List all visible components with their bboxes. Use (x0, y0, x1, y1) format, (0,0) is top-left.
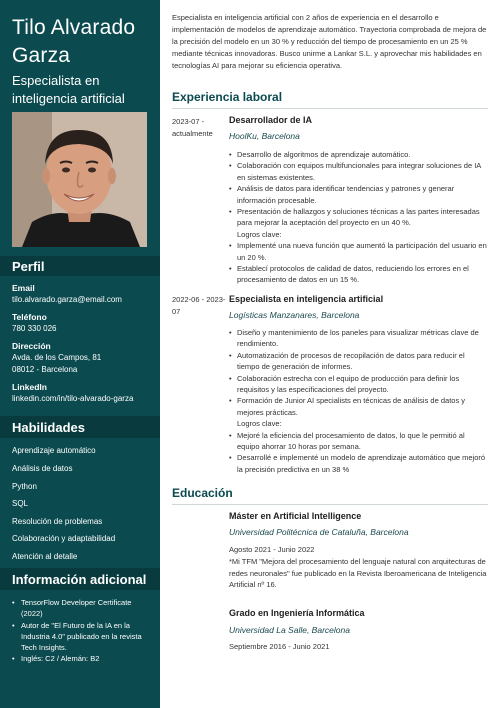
phone-label: Teléfono (12, 312, 47, 322)
candidate-name: Tilo Alvarado Garza (12, 16, 136, 67)
linkedin-value[interactable]: linkedin.com/in/tilo-alvarado-garza (12, 394, 134, 403)
skill-item: SQL (12, 499, 29, 508)
education-school: Universidad La Salle, Barcelona (229, 625, 350, 635)
additional-info-list (12, 597, 152, 665)
job-date: 2022-06 - 2023-07 (172, 295, 226, 316)
list-item: • Mejoré la eficiencia del procesamiento de datos, lo que le permitió al equipo ahorrar 10 horas por semana. (229, 430, 489, 453)
address-line1: Avda. de los Campos, 81 (12, 353, 102, 362)
education-section-title: Educación (172, 486, 488, 505)
list-item: • Diseño y mantenimiento de los paneles para visualizar métricas clave de rendimiento. (229, 327, 489, 350)
skill-item: Aprendizaje automático (12, 446, 96, 455)
additional-info-item: • Inglés: C2 / Alemán: B2 (12, 653, 152, 664)
email-value[interactable]: tilo.alvarado.garza@email.com (12, 295, 122, 304)
address-label: Dirección (12, 341, 51, 351)
education-school: Universidad Politécnica de Cataluña, Barcelona (229, 527, 409, 537)
skill-item: Resolución de problemas (12, 517, 103, 526)
candidate-role: Especialista en inteligencia artificial (12, 73, 125, 106)
list-item: • Establecí protocolos de calidad de datos, reduciendo los errores en el procesamiento de datos en un 15 %. (229, 263, 489, 286)
job-company: HoolKu, Barcelona (229, 131, 300, 141)
list-item: • Colaboración con equipos multifuncionales para integrar soluciones de IA en sistemas existentes. (229, 160, 489, 183)
additional-section-band (0, 568, 160, 590)
list-item: • Desarrollo de algoritmos de aprendizaje automático. (229, 149, 489, 160)
phone-value[interactable]: 780 330 026 (12, 324, 57, 333)
job-title: Especialista en inteligencia artificial (229, 294, 384, 304)
job-title: Desarrollador de IA (229, 115, 313, 125)
skills-section-band (0, 416, 160, 438)
list-item: • Desarrollé e implementé un modelo de aprendizaje automático que mejoró la precisión predictiva en un 38 % (229, 452, 489, 475)
list-item: • Formación de Junior AI specialists en técnicas de análisis de datos y mejores prácticas. (229, 395, 489, 418)
education-degree: Máster en Artificial Intelligence (229, 511, 362, 521)
profile-photo (12, 112, 147, 247)
skill-item: Atención al detalle (12, 552, 78, 561)
skill-item: Colaboración y adaptabilidad (12, 534, 116, 543)
skill-item: Python (12, 482, 37, 491)
professional-summary: Especialista en inteligencia artificial con 2 años de experiencia en el desarrollo e implementación de modelos de aprendizaje automático. Trayectoria comprobada de mejora de la precisión del modelo en un 30 % y reducción del tiempo de procesamiento en un 25 % mediante técnicas innovadoras. Busco unirme a Lankar S.L. y aprovechar mis habilidades en tecnologías AI para mejorar su eficiencia operativa. (172, 13, 487, 70)
job-company: Logísticas Manzanares, Barcelona (229, 310, 360, 320)
profile-section-title: Perfil (12, 259, 45, 274)
list-item: • Colaboración estrecha con el equipo de producción para definir los requisitos y las especificaciones del proyecto. (229, 373, 489, 396)
list-item: • Implementé una nueva función que aumentó la participación del usuario en un 20 %. (229, 240, 489, 263)
portrait-illustration (12, 112, 147, 247)
job-responsibilities (229, 327, 489, 475)
sidebar (0, 0, 160, 708)
education-date: Septiembre 2016 - Junio 2021 (229, 642, 330, 651)
additional-info-item: • Autor de "El Futuro de la IA en la Industria 4.0" publicado en la revista Tech Insights. (12, 620, 152, 654)
job-responsibilities (229, 149, 489, 286)
list-item: • Presentación de hallazgos y soluciones técnicas a las partes interesadas para mejorar la aceptación del proyecto en un 40 %. (229, 206, 489, 229)
email-label: Email (12, 283, 35, 293)
additional-info-item: • TensorFlow Developer Certificate (2022) (12, 597, 152, 620)
achievements-label: Logros clave: (237, 419, 282, 429)
list-item: • Análisis de datos para identificar tendencias y patrones y generar información procesable. (229, 183, 489, 206)
achievements-label: Logros clave: (237, 229, 282, 239)
education-note: *Mi TFM "Mejora del procesamiento del lenguaje natural con arquitecturas de redes neuronales" fue publicado en la Revista Iberoamericana de Inteligencia Artificial nº 16. (229, 557, 487, 589)
job-date: 2023-07 - actualmente (172, 117, 213, 138)
skill-item: Análisis de datos (12, 464, 73, 473)
additional-section-title: Información adicional (12, 572, 147, 587)
address-line2: 08012 - Barcelona (12, 365, 78, 374)
experience-section-title: Experiencia laboral (172, 90, 488, 109)
profile-section-band (0, 256, 160, 276)
list-item: • Automatización de procesos de recopilación de datos para reducir el tiempo de generación de informes. (229, 350, 489, 373)
linkedin-label: LinkedIn (12, 382, 47, 392)
education-date: Agosto 2021 - Junio 2022 (229, 545, 315, 554)
skills-section-title: Habilidades (12, 420, 85, 435)
education-degree: Grado en Ingeniería Informática (229, 608, 365, 618)
